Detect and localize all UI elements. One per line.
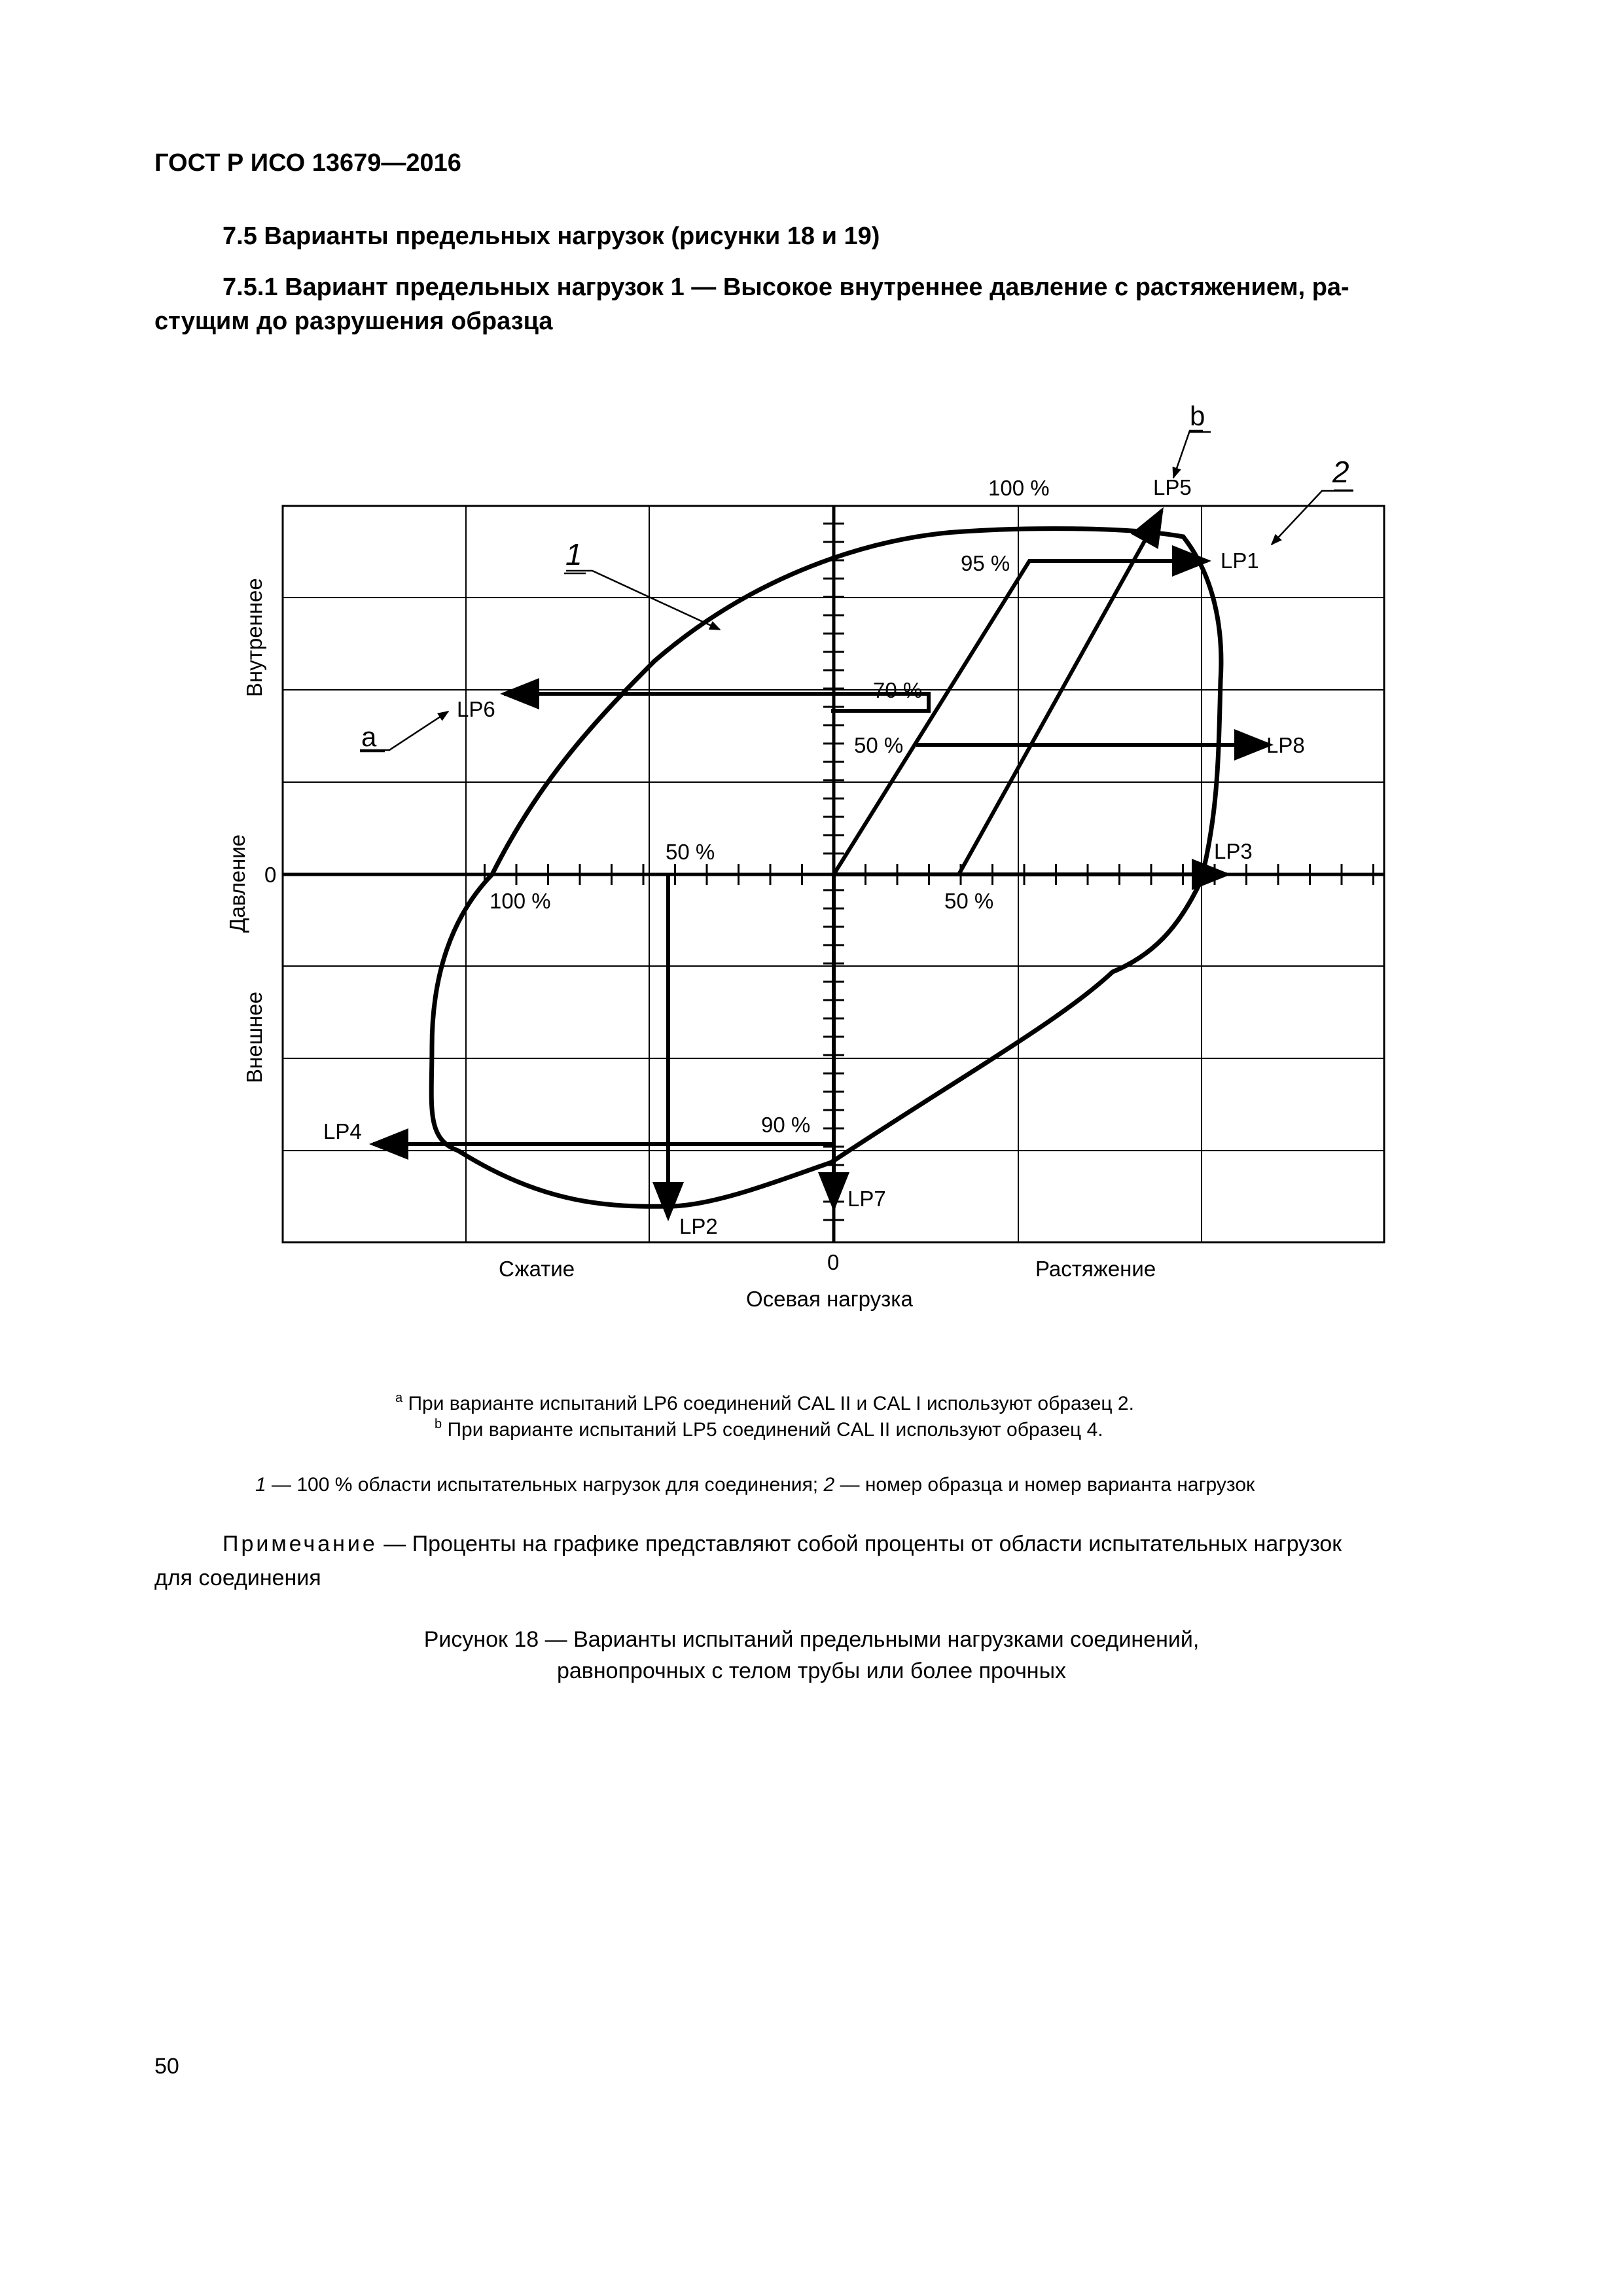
footnote-a bbox=[395, 1391, 1134, 1415]
footnote-b-text: При варианте испытаний LP5 соединений CAL II используют образец 4. bbox=[447, 1419, 1103, 1441]
path-lp1 bbox=[834, 561, 1207, 874]
key-underlines bbox=[360, 432, 1353, 751]
label-100pct-left: 100 % bbox=[490, 889, 551, 913]
key-number-2: 2 bbox=[823, 1474, 835, 1496]
load-paths bbox=[373, 511, 1270, 1217]
footnote-b-marker: b bbox=[435, 1417, 442, 1431]
figure-caption-line2: равнопрочных с телом трубы или более прочных bbox=[556, 1659, 1067, 1683]
document-header: ГОСТ Р ИСО 13679—2016 bbox=[154, 149, 461, 177]
footnote-b bbox=[435, 1417, 1103, 1441]
key-2-label: 2 bbox=[1332, 455, 1349, 489]
label-lp5: LP5 bbox=[1153, 475, 1192, 499]
y-zero-label: 0 bbox=[264, 863, 277, 887]
label-90pct: 90 % bbox=[761, 1113, 811, 1137]
label-50pct-right: 50 % bbox=[944, 889, 994, 913]
label-50pct-mid: 50 % bbox=[854, 733, 904, 757]
label-95pct: 95 % bbox=[961, 551, 1010, 575]
envelope-curve-100pct bbox=[431, 529, 1221, 1207]
x-label-tension: Растяжение bbox=[1035, 1257, 1156, 1281]
key-a-label: a bbox=[361, 721, 377, 752]
key-1-label: 1 bbox=[565, 537, 582, 571]
x-label-compression: Сжатие bbox=[499, 1257, 575, 1281]
y-label-external: Внешнее bbox=[242, 992, 266, 1083]
label-lp6: LP6 bbox=[457, 697, 495, 721]
path-lp8 bbox=[504, 694, 929, 711]
key-text-1: — 100 % области испытательных нагрузок для соединения; bbox=[266, 1474, 824, 1496]
label-50pct-left: 50 % bbox=[666, 840, 715, 864]
label-lp8: LP8 bbox=[1266, 733, 1305, 757]
figure-caption-line1: Рисунок 18 — Варианты испытаний предельными нагрузками соединений, bbox=[423, 1627, 1200, 1652]
label-lp3: LP3 bbox=[1214, 839, 1253, 863]
key-leaders bbox=[360, 431, 1353, 750]
subsection-title-line1: 7.5.1 Вариант предельных нагрузок 1 — Высокое внутреннее давление с растяжением, ра- bbox=[223, 274, 1349, 301]
key-number-1: 1 bbox=[255, 1474, 266, 1496]
y-label-internal: Внутреннее bbox=[242, 578, 266, 697]
key-b-label: b bbox=[1190, 401, 1205, 431]
label-70pct: 70 % bbox=[873, 678, 923, 702]
section-title: 7.5 Варианты предельных нагрузок (рисунки 18 и 19) bbox=[223, 223, 880, 250]
note-line2: для соединения bbox=[154, 1566, 321, 1590]
label-lp7: LP7 bbox=[847, 1187, 886, 1211]
label-100pct-top: 100 % bbox=[988, 476, 1050, 500]
note-text: — Проценты на графике представляют собой проценты от области испытательных нагрузок bbox=[377, 1532, 1342, 1556]
note-line1 bbox=[223, 1532, 1342, 1557]
note-prefix: Примечание bbox=[223, 1532, 378, 1556]
label-lp2: LP2 bbox=[679, 1214, 718, 1238]
page-number: 50 bbox=[154, 2054, 179, 2079]
footnote-a-text: При варианте испытаний LP6 соединений CAL II и CAL I используют образец 2. bbox=[408, 1393, 1134, 1414]
x-axis-label: Осевая нагрузка bbox=[746, 1287, 913, 1311]
y-axis-label: Давление bbox=[225, 834, 249, 933]
x-zero-label: 0 bbox=[827, 1250, 840, 1274]
figure-key bbox=[255, 1474, 1255, 1496]
subsection-title-line2: стущим до разрушения образца bbox=[154, 308, 553, 335]
footnote-a-marker: a bbox=[395, 1391, 403, 1405]
key-text-2: — номер образца и номер варианта нагрузок bbox=[834, 1474, 1255, 1496]
axis-ticks bbox=[485, 524, 1374, 1220]
label-lp1: LP1 bbox=[1221, 548, 1259, 573]
label-lp4: LP4 bbox=[323, 1119, 362, 1143]
